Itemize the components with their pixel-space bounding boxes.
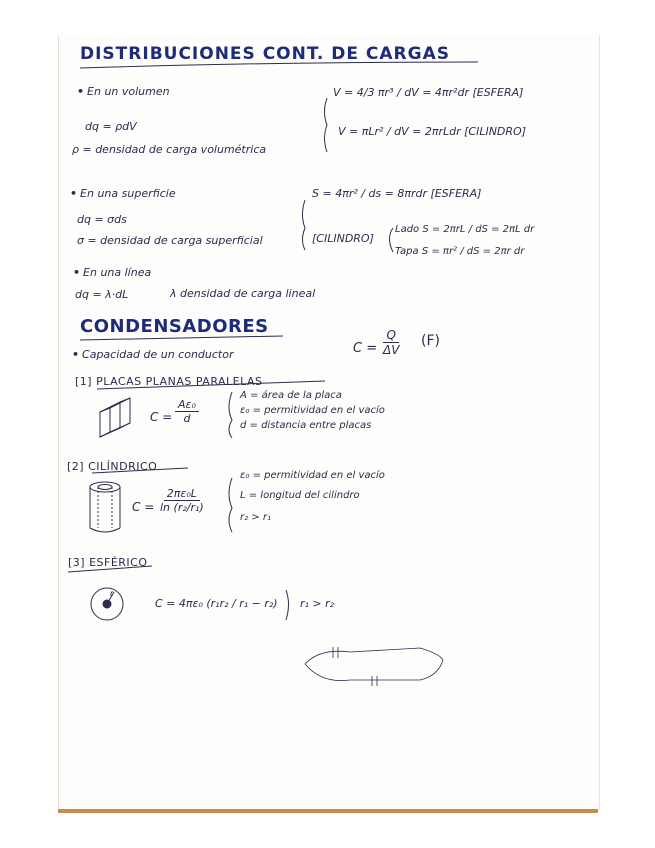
sphere-drawing xyxy=(91,588,123,620)
plates-def-permittivity: ε₀ = permitividad en el vacío xyxy=(240,405,385,416)
spherical-title: [3] ESFÉRICO xyxy=(68,556,148,569)
spherical-underline xyxy=(68,566,152,572)
spherical-condition: r₁ > r₂ xyxy=(300,597,335,610)
cylindrical-def-permittivity: ε₀ = permitividad en el vacío xyxy=(240,470,385,481)
surface-brace xyxy=(303,200,306,250)
line-heading: • En una línea xyxy=(73,266,152,279)
surface-cylinder-brace xyxy=(390,228,394,252)
plates-c-equals: C = xyxy=(150,410,173,424)
plates-brace xyxy=(229,392,232,438)
capacity-denominator: ΔV xyxy=(383,343,400,357)
volume-rho-definition: ρ = densidad de carga volumétrica xyxy=(72,143,267,156)
cylindrical-def-radii: r₂ > r₁ xyxy=(240,512,271,523)
section-title-capacitors: CONDENSADORES xyxy=(80,316,269,337)
volume-heading: • En un volumen xyxy=(77,85,170,98)
volume-sphere-formula: V = 4/3 πr³ / dV = 4πr²dr [ESFERA] xyxy=(333,86,524,99)
line-lambda-definition: λ densidad de carga lineal xyxy=(170,287,316,300)
surface-cylinder-label: [CILINDRO] xyxy=(312,232,374,245)
cylindrical-c-equals: C = xyxy=(132,500,155,514)
plates-denominator: d xyxy=(183,412,191,425)
section-title-distributions: DISTRIBUCIONES CONT. DE CARGAS xyxy=(80,44,450,64)
capacity-numerator: Q xyxy=(383,328,398,343)
cylindrical-underline xyxy=(92,468,188,473)
surface-dq: dq = σds xyxy=(77,213,127,226)
capacity-unit: (F) xyxy=(421,333,440,349)
cylinder-drawing xyxy=(90,482,120,532)
spherical-brace xyxy=(286,590,289,620)
surface-cylinder-lado: Lado S = 2πrL / dS = 2πL dr xyxy=(395,224,535,235)
surface-sphere-formula: S = 4πr² / ds = 8πrdr [ESFERA] xyxy=(312,187,482,200)
capacity-c-equals: C = xyxy=(353,341,378,356)
plates-def-area: A = área de la placa xyxy=(240,390,342,401)
capacitors-underline xyxy=(80,336,283,340)
surface-sigma-definition: σ = densidad de carga superficial xyxy=(77,234,263,247)
plates-title: [1] PLACAS PLANAS PARALELAS xyxy=(75,375,263,388)
cylindrical-title: [2] CILÍNDRICO xyxy=(67,460,158,473)
line-dq: dq = λ·dL xyxy=(75,288,129,301)
volume-cylinder-formula: V = πLr² / dV = 2πrLdr [CILINDRO] xyxy=(338,125,526,138)
plates-underline xyxy=(97,381,325,389)
plates-numerator: Aε₀ xyxy=(175,398,199,412)
plates-def-distance: d = distancia entre placas xyxy=(240,420,372,431)
title-underline xyxy=(80,62,478,68)
cylindrical-brace xyxy=(229,478,232,532)
surface-cylinder-tapa: Tapa S = πr² / dS = 2πr dr xyxy=(395,246,525,257)
spherical-radius-label: r xyxy=(110,589,114,598)
capacity-label: • Capacidad de un conductor xyxy=(72,348,234,361)
cylindrical-denominator: ln (r₂/r₁) xyxy=(160,501,204,514)
parallel-plates-drawing xyxy=(100,398,130,437)
surface-heading: • En una superficie xyxy=(70,187,176,200)
spherical-formula: C = 4πε₀ (r₁r₂ / r₁ − r₂) xyxy=(155,597,278,610)
cylindrical-numerator: 2πε₀L xyxy=(164,487,200,501)
volume-dq: dq = ρdV xyxy=(85,120,137,133)
capacitor-series-sketch xyxy=(305,647,443,686)
volume-brace xyxy=(325,98,328,152)
cylindrical-def-length: L = longitud del cilindro xyxy=(240,490,360,501)
